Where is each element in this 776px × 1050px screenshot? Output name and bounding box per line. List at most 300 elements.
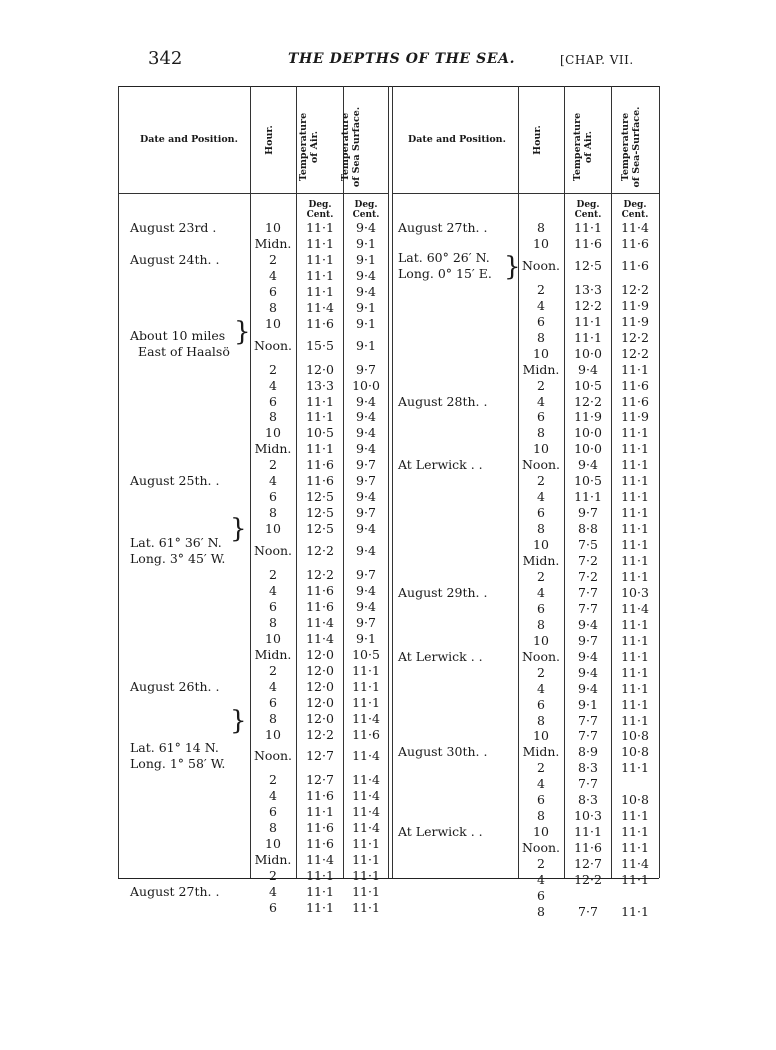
air-temp-cell: 12·7 [306,748,334,764]
date-label: Lat. 61° 36′ N. [130,535,222,551]
sea-temp-cell: 11·4 [352,748,380,764]
air-temp-cell: 11·1 [306,235,334,251]
sea-temp-cell: 11·1 [621,425,649,441]
hour-cell: 6 [269,804,277,820]
air-temp-cell: 12·0 [306,662,334,678]
date-label: At Lerwick . . [398,648,483,664]
air-temp-cell: 7·7 [578,584,598,600]
sea-temp-cell: 11·9 [621,297,649,313]
hour-cell: 10 [265,315,281,331]
sea-temp-cell: 11·1 [621,521,649,537]
sea-temp-cell: 9·1 [356,235,376,251]
sea-temp-cell: 9·4 [356,441,376,457]
sea-temp-cell: 9·7 [356,361,376,377]
air-temp-cell: 9·4 [578,361,598,377]
air-temp-cell: 11·1 [306,393,334,409]
air-temp-cell: 11·1 [306,868,334,884]
sea-temp-cell: 11·6 [621,235,649,251]
hour-cell: 2 [537,281,545,297]
date-label: About 10 miles [130,327,226,343]
sea-temp-cell: 11·9 [621,313,649,329]
sea-temp-cell: 9·1 [356,337,376,353]
hour-cell: 2 [269,251,277,267]
air-temp-cell: 10·0 [574,441,602,457]
sea-temp-cell: 11·1 [621,903,649,919]
column-divider [343,86,344,878]
air-temp-cell: 9·7 [578,632,598,648]
hour-cell: Noon. [521,457,560,473]
hour-cell: 4 [269,267,277,283]
sea-temp-cell: 9·7 [356,505,376,521]
sea-temp-cell: 11·4 [352,710,380,726]
date-label: August 25th. . [130,473,220,489]
sea-temp-cell: 9·1 [356,630,376,646]
air-temp-cell: 12·0 [306,361,334,377]
sea-temp-cell: 11·1 [621,441,649,457]
sea-temp-cell: 11·1 [621,457,649,473]
air-temp-cell: 12·5 [306,489,334,505]
hour-cell: 6 [269,598,277,614]
air-temp-cell: 11·6 [306,598,334,614]
hour-cell: 6 [537,600,545,616]
air-temp-cell: 12·5 [574,257,602,273]
hour-cell: 2 [269,868,277,884]
sea-temp-cell: 12·2 [621,345,649,361]
hour-cell: 2 [269,567,277,582]
sea-temp-cell: 11·1 [621,664,649,680]
column-divider [564,86,565,878]
hour-cell: 6 [537,696,545,712]
sea-temp-cell: 9·7 [356,614,376,630]
header-temp-sea: Temperature of Sea-Surface. [620,106,642,188]
air-temp-cell: 11·1 [574,824,602,840]
hour-cell: 8 [537,712,545,728]
header-hour: Hour. [264,125,275,155]
sea-temp-cell: 9·4 [356,393,376,409]
hour-cell: 2 [537,377,545,393]
sea-temp-cell: 11·1 [621,760,649,776]
air-temp-cell [566,888,610,904]
hour-cell: 10 [533,537,549,553]
air-temp-cell: 11·1 [306,884,334,900]
sea-temp-cell: 10·8 [621,792,649,808]
air-temp-cell: 11·6 [306,836,334,852]
header-hour: Hour. [532,125,543,155]
hour-cell: 2 [269,457,277,473]
sea-temp-cell: 11·1 [621,696,649,712]
air-temp-cell: 12·2 [574,297,602,313]
hour-cell: Midn. [522,744,560,760]
hour-cell: Noon. [253,748,292,764]
header-temp-air: Temperature of Air. [572,112,594,182]
sea-temp-cell: 11·1 [621,808,649,824]
running-title: THE DEPTHS OF THE SEA. [288,51,516,67]
sea-temp-cell: 9·1 [356,251,376,267]
air-temp-cell: 12·7 [306,772,334,788]
air-temp-cell: 9·4 [578,457,598,473]
hour-cell: 2 [269,772,277,788]
sea-temp-cell: 10·0 [352,377,380,393]
date-label: August 28th. . [398,393,488,409]
sea-temp-cell: 9·4 [356,267,376,283]
sea-temp-cell: 10·5 [352,646,380,662]
unit-label: Deg. Cent. [621,200,649,220]
hour-cell: 8 [537,903,545,919]
air-temp-cell: 12·7 [574,856,602,872]
hour-cell: 8 [269,820,277,836]
date-label: Long. 0° 15′ E. [398,265,492,281]
air-temp-cell: 7·2 [578,568,598,584]
air-temp-cell: 10·0 [574,345,602,361]
air-temp-cell: 12·5 [306,521,334,537]
hour-cell: 2 [269,662,277,678]
hour-cell: 4 [537,584,545,600]
hour-cell: 8 [269,710,277,726]
sea-temp-cell: 9·7 [356,457,376,473]
date-label: Long. 1° 58′ W. [130,756,226,772]
sea-temp-cell: 9·4 [356,220,376,235]
air-temp-cell: 15·5 [306,337,334,353]
hour-cell: 8 [537,220,545,235]
sea-temp-cell: 11·1 [352,868,380,884]
hour-cell: Noon. [253,543,292,559]
sea-temp-cell: 9·4 [356,283,376,299]
sea-temp-cell: 9·4 [356,582,376,598]
air-temp-cell: 11·1 [306,251,334,267]
air-temp-cell: 11·6 [306,315,334,331]
sea-temp-cell: 9·4 [356,409,376,425]
column-divider [611,86,612,878]
date-label: East of Haalsö [138,343,230,359]
air-temp-cell: 11·1 [306,900,334,915]
brace-glyph: } [230,514,247,544]
sea-temp-cell: 9·7 [356,567,376,582]
hour-cell: 6 [537,313,545,329]
date-label: August 27th. . [398,220,488,235]
header-rule-right [392,193,659,194]
header-temp-sea: Temperature of Sea Surface. [340,106,362,188]
air-temp-cell: 11·1 [574,489,602,505]
air-temp-cell: 9·4 [578,648,598,664]
sea-temp-cell: 11·1 [352,694,380,710]
hour-cell: 4 [269,884,277,900]
hour-cell: Midn. [522,553,560,568]
hour-cell: 2 [537,568,545,584]
sea-temp-cell: 11·9 [621,409,649,425]
hour-cell: 2 [537,760,545,776]
sea-temp-cell: 12·2 [621,329,649,345]
sea-temp-cell: 9·4 [356,543,376,559]
sea-temp-cell: 11·1 [621,473,649,489]
hour-cell: 4 [269,473,277,489]
hour-cell: 6 [269,283,277,299]
air-temp-cell: 11·6 [306,788,334,804]
air-temp-cell: 7·7 [578,776,598,792]
sea-temp-cell: 9·7 [356,473,376,489]
sea-temp-cell [613,776,657,792]
date-label: Lat. 61° 14 N. [130,740,219,756]
brace-glyph: } [504,252,521,282]
sea-temp-cell: 11·1 [352,852,380,868]
hour-cell: 10 [265,726,281,742]
date-label: August 24th. . [130,251,220,267]
hour-cell: 10 [265,521,281,537]
sea-temp-cell: 11·1 [621,712,649,728]
air-temp-cell: 8·8 [578,521,598,537]
column-divider-double [392,86,393,878]
date-label: At Lerwick . . [398,457,483,473]
hour-cell: 10 [265,220,281,235]
air-temp-cell: 11·1 [306,804,334,820]
air-temp-cell: 7·7 [578,903,598,919]
air-temp-cell: 11·6 [574,840,602,856]
air-temp-cell: 9·4 [578,664,598,680]
column-divider-double [388,86,389,878]
hour-cell: 4 [537,489,545,505]
sea-temp-cell: 11·1 [621,505,649,521]
air-temp-cell: 12·2 [306,543,334,559]
air-temp-cell: 12·2 [574,872,602,887]
hour-cell: 10 [265,630,281,646]
hour-cell: 4 [537,680,545,696]
hour-cell: 2 [269,361,277,377]
air-temp-cell: 9·7 [578,505,598,521]
hour-cell: 8 [537,616,545,632]
page-number: 342 [148,48,183,69]
air-temp-cell: 11·6 [306,820,334,836]
brace-glyph: } [234,317,251,347]
sea-temp-cell: 11·1 [621,616,649,632]
air-temp-cell: 8·9 [578,744,598,760]
sea-temp-cell: 11·4 [621,856,649,872]
air-temp-cell: 12·2 [306,726,334,742]
hour-cell: 4 [537,872,545,887]
sea-temp-cell: 11·1 [621,680,649,696]
hour-cell: 4 [537,297,545,313]
sea-temp-cell: 11·1 [352,836,380,852]
air-temp-cell: 13·3 [574,281,602,297]
air-temp-cell: 13·3 [306,377,334,393]
hour-cell: Noon. [521,257,560,273]
hour-cell: 8 [269,505,277,521]
sea-temp-cell: 11·6 [621,377,649,393]
sea-temp-cell: 11·1 [352,900,380,915]
date-label: August 29th. . [398,584,488,600]
air-temp-cell: 10·3 [574,808,602,824]
chapter-label: [CHAP. VII. [560,53,634,67]
hour-cell: 6 [269,393,277,409]
hour-cell: 4 [269,678,277,694]
header-rule-left [118,193,388,194]
hour-cell: 4 [537,393,545,409]
table-border-right [659,86,660,878]
hour-cell: 6 [537,409,545,425]
hour-cell: 8 [269,614,277,630]
sea-temp-cell: 10·8 [621,744,649,760]
hour-cell: 10 [533,632,549,648]
sea-temp-cell: 12·2 [621,281,649,297]
air-temp-cell: 12·5 [306,505,334,521]
hour-cell: 2 [537,664,545,680]
air-temp-cell: 11·1 [306,409,334,425]
sea-temp-cell: 11·1 [621,872,649,887]
air-temp-cell: 12·0 [306,678,334,694]
sea-temp-cell: 11·1 [621,840,649,856]
sea-temp-cell: 11·1 [352,678,380,694]
sea-temp-cell: 9·1 [356,299,376,315]
air-temp-cell: 12·0 [306,710,334,726]
hour-cell: Midn. [254,235,292,251]
hour-cell: 2 [537,856,545,872]
air-temp-cell: 11·4 [306,614,334,630]
hour-cell: 6 [269,489,277,505]
sea-temp-cell: 11·1 [621,553,649,568]
sea-temp-cell: 11·4 [352,788,380,804]
hour-cell: 8 [269,299,277,315]
date-label: At Lerwick . . [398,824,483,840]
hour-cell: Midn. [522,361,560,377]
date-label: August 26th. . [130,678,220,694]
hour-cell: 10 [265,836,281,852]
air-temp-cell: 7·5 [578,537,598,553]
air-temp-cell: 10·5 [574,473,602,489]
hour-cell: 6 [269,900,277,915]
air-temp-cell: 11·1 [574,313,602,329]
date-label: August 27th. . [130,884,220,900]
sea-temp-cell: 10·8 [621,728,649,744]
brace-glyph: } [230,706,247,736]
sea-temp-cell: 11·4 [621,600,649,616]
date-label: August 30th. . [398,744,488,760]
sea-temp-cell: 11·1 [352,662,380,678]
hour-cell: Midn. [254,852,292,868]
header-temp-air: Temperature of Air. [298,112,320,182]
unit-label: Deg. Cent. [574,200,602,220]
air-temp-cell: 11·4 [306,299,334,315]
sea-temp-cell: 9·4 [356,489,376,505]
air-temp-cell: 11·6 [306,582,334,598]
air-temp-cell: 8·3 [578,760,598,776]
sea-temp-cell: 11·1 [621,648,649,664]
hour-cell: 4 [269,377,277,393]
air-temp-cell: 8·3 [578,792,598,808]
hour-cell: 10 [533,441,549,457]
air-temp-cell: 7·7 [578,728,598,744]
sea-temp-cell: 11·1 [621,361,649,377]
air-temp-cell: 12·2 [306,567,334,582]
hour-cell: 8 [537,329,545,345]
air-temp-cell: 11·9 [574,409,602,425]
sea-temp-cell: 11·1 [621,568,649,584]
air-temp-cell: 12·2 [574,393,602,409]
hour-cell: 8 [537,425,545,441]
hour-cell: 8 [269,409,277,425]
date-label: August 23rd . [130,220,217,235]
air-temp-cell: 10·0 [574,425,602,441]
air-temp-cell: 11·1 [574,329,602,345]
sea-temp-cell: 11·1 [621,537,649,553]
sea-temp-cell: 9·4 [356,598,376,614]
air-temp-cell: 11·1 [306,220,334,235]
hour-cell: 10 [533,728,549,744]
air-temp-cell: 7·2 [578,553,598,568]
sea-temp-cell: 11·4 [352,820,380,836]
air-temp-cell: 9·4 [578,616,598,632]
air-temp-cell: 10·5 [574,377,602,393]
air-temp-cell: 11·1 [574,220,602,235]
air-temp-cell: 12·0 [306,694,334,710]
air-temp-cell: 9·1 [578,696,598,712]
hour-cell: 10 [265,425,281,441]
sea-temp-cell: 10·3 [621,584,649,600]
hour-cell: Noon. [253,337,292,353]
sea-temp-cell: 11·6 [621,393,649,409]
sea-temp-cell: 11·4 [352,772,380,788]
date-label: Long. 3° 45′ W. [130,551,226,567]
sea-temp-cell: 11·1 [621,824,649,840]
hour-cell: 2 [537,473,545,489]
air-temp-cell: 11·1 [306,267,334,283]
unit-label: Deg. Cent. [352,200,380,220]
hour-cell: 4 [537,776,545,792]
air-temp-cell: 7·7 [578,712,598,728]
hour-cell: Noon. [521,648,560,664]
sea-temp-cell: 11·6 [352,726,380,742]
air-temp-cell: 12·0 [306,646,334,662]
sea-temp-cell: 11·1 [352,884,380,900]
hour-cell: 4 [269,788,277,804]
air-temp-cell: 11·6 [306,457,334,473]
hour-cell: 6 [537,792,545,808]
column-divider [296,86,297,878]
hour-cell: Midn. [254,646,292,662]
air-temp-cell: 11·1 [306,441,334,457]
sea-temp-cell: 9·1 [356,315,376,331]
sea-temp-cell: 9·4 [356,521,376,537]
sea-temp-cell: 11·4 [621,220,649,235]
unit-label: Deg. Cent. [306,200,334,220]
hour-cell: 8 [537,808,545,824]
hour-cell: 10 [533,235,549,251]
sea-temp-cell: 11·6 [621,257,649,273]
sea-temp-cell: 11·1 [621,632,649,648]
table-border-left [118,86,119,878]
air-temp-cell: 10·5 [306,425,334,441]
sea-temp-cell [613,888,657,904]
hour-cell: Midn. [254,441,292,457]
sea-temp-cell: 11·4 [352,804,380,820]
hour-cell: 6 [269,694,277,710]
header-date-position: Date and Position. [140,134,238,145]
sea-temp-cell: 11·1 [621,489,649,505]
air-temp-cell: 11·4 [306,630,334,646]
air-temp-cell: 11·1 [306,283,334,299]
hour-cell: 4 [269,582,277,598]
hour-cell: Noon. [521,840,560,856]
air-temp-cell: 11·4 [306,852,334,868]
air-temp-cell: 11·6 [306,473,334,489]
date-label: Lat. 60° 26′ N. [398,249,490,265]
hour-cell: 6 [537,505,545,521]
header-date-position: Date and Position. [408,134,506,145]
hour-cell: 10 [533,345,549,361]
hour-cell: 8 [537,521,545,537]
hour-cell: 6 [537,887,545,903]
hour-cell: 10 [533,824,549,840]
air-temp-cell: 9·4 [578,680,598,696]
sea-temp-cell: 9·4 [356,425,376,441]
air-temp-cell: 7·7 [578,600,598,616]
